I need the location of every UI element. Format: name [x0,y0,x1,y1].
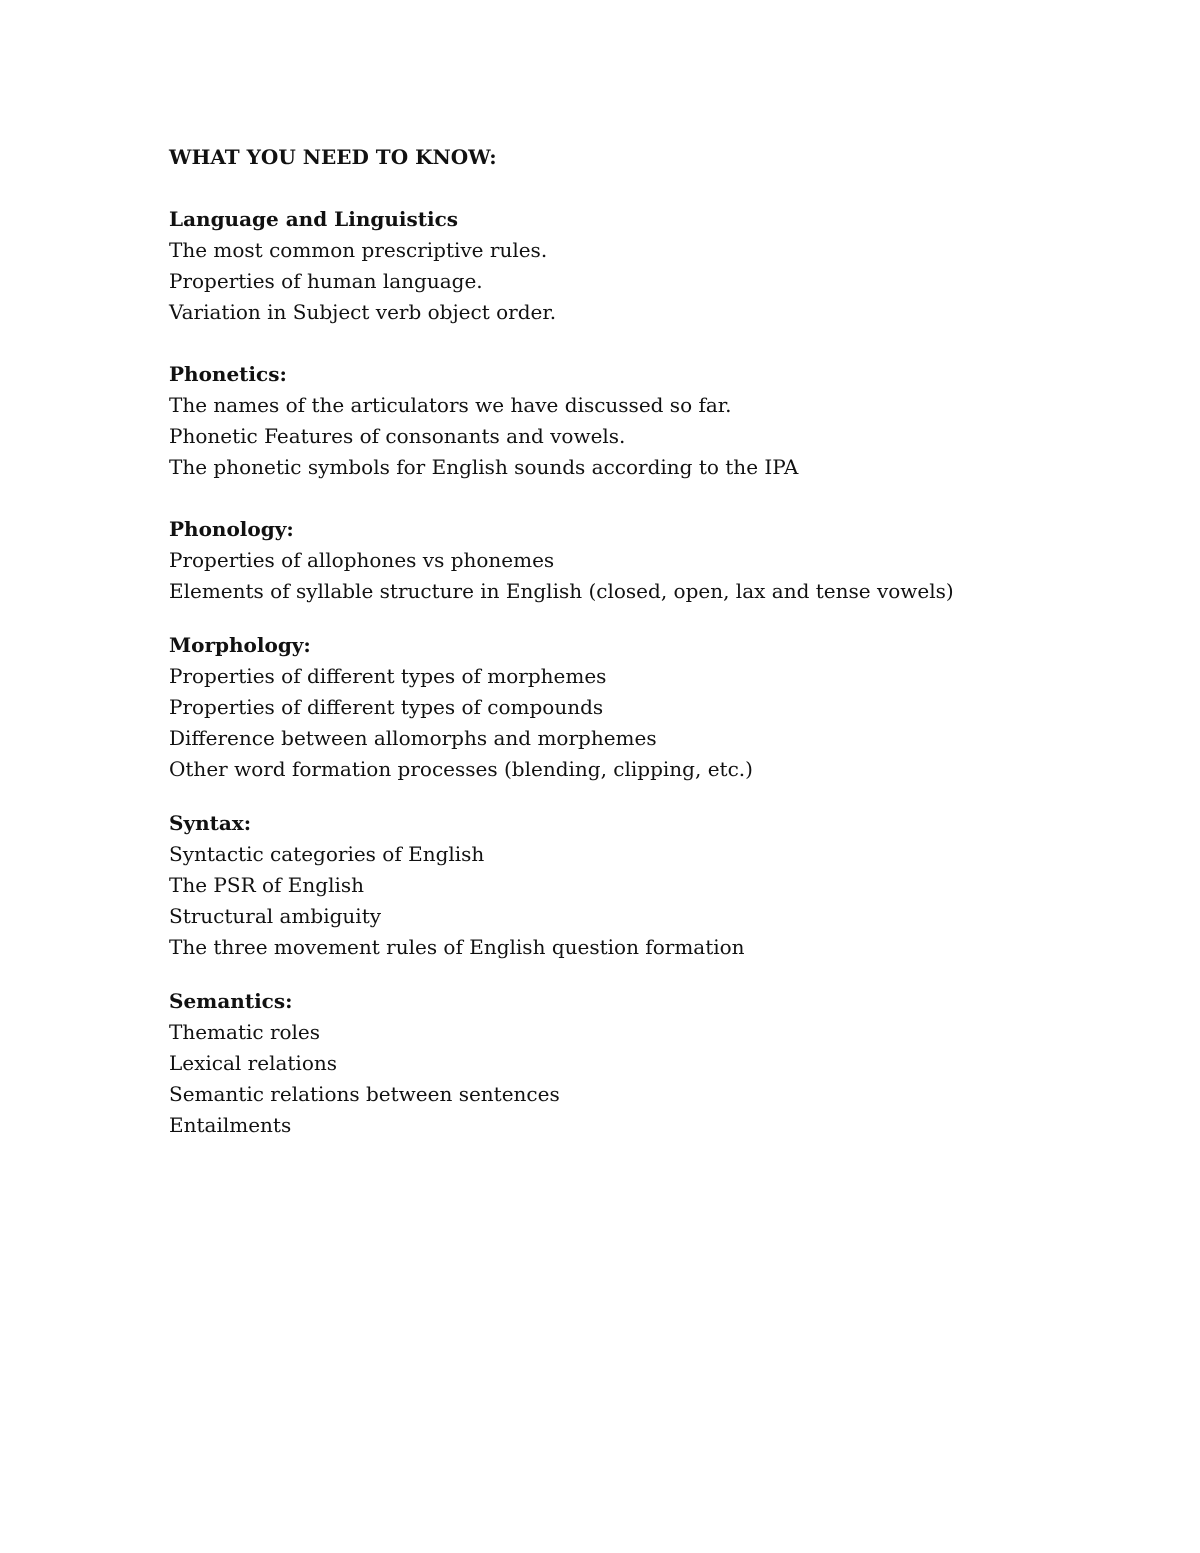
section-morphology [169,630,1109,785]
section-heading: Phonology: [169,517,294,541]
list-item: Properties of different types of morphemes [169,664,607,688]
section-heading: Phonetics: [169,362,287,386]
section-semantics [169,986,1109,1141]
section-heading: Language and Linguistics [169,207,459,231]
list-item: Difference between allomorphs and morphemes [169,726,657,750]
section-heading: Semantics: [169,989,293,1013]
section-heading: Syntax: [169,811,252,835]
list-item: Properties of human language. [169,269,483,293]
section-heading: Morphology: [169,633,311,657]
list-item: The names of the articulators we have discussed so far. [169,393,732,417]
list-item: Semantic relations between sentences [169,1082,560,1106]
list-item: Other word formation processes (blending, clipping, etc.) [169,757,753,781]
list-item: Thematic roles [169,1020,321,1044]
section-syntax [169,808,1109,963]
list-item: Properties of different types of compounds [169,695,604,719]
list-item: The PSR of English [169,873,365,897]
document-title: WHAT YOU NEED TO KNOW: [169,145,497,169]
section-language-and-linguistics [169,204,1109,328]
list-item: Structural ambiguity [169,904,382,928]
list-item: The phonetic symbols for English sounds according to the IPA [169,455,799,479]
list-item: Lexical relations [169,1051,338,1075]
document-body [169,142,1109,1165]
list-item: Variation in Subject verb object order. [169,300,557,324]
list-item: Phonetic Features of consonants and vowels. [169,424,626,448]
list-item: The three movement rules of English question formation [169,935,745,959]
list-item: Elements of syllable structure in English (closed, open, lax and tense vowels) [169,579,954,603]
section-phonetics [169,359,1109,483]
list-item: Properties of allophones vs phonemes [169,548,555,572]
section-phonology [169,514,1109,607]
list-item: Syntactic categories of English [169,842,485,866]
list-item: Entailments [169,1113,292,1137]
list-item: The most common prescriptive rules. [169,238,548,262]
